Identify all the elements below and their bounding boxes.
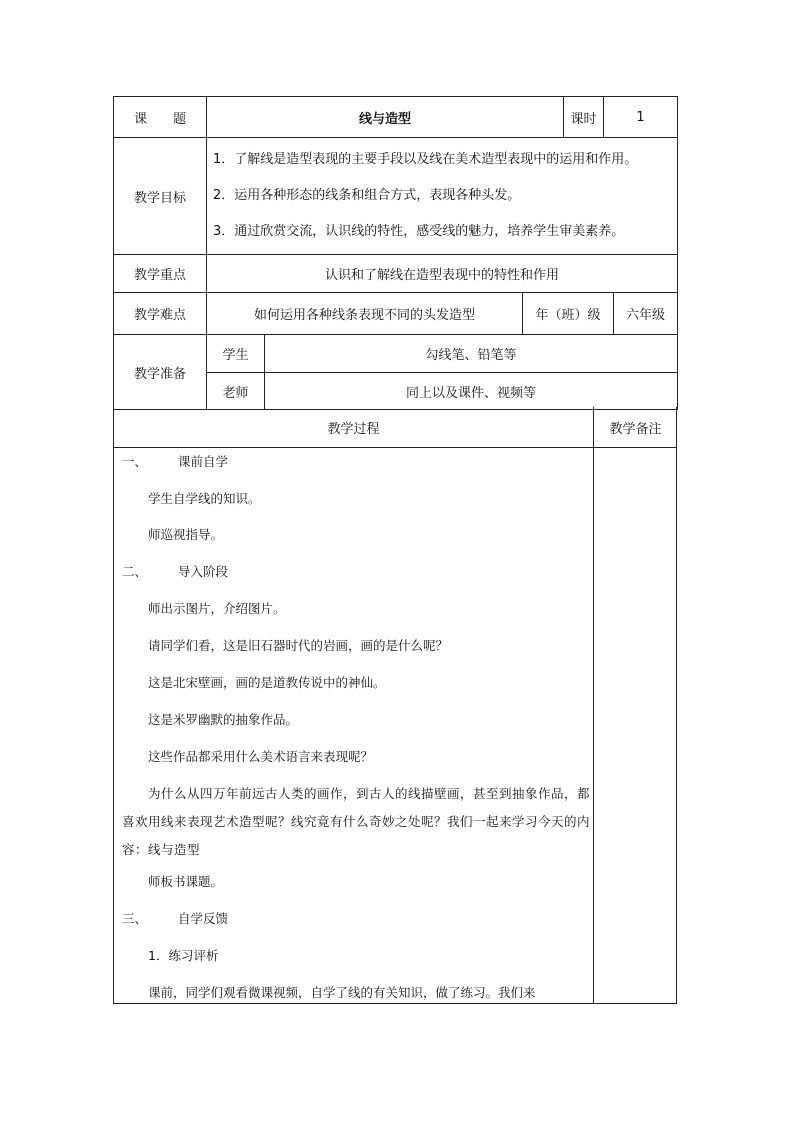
goals-list [207,138,678,255]
process-line: 这是米罗幽默的抽象作品。 [148,712,299,727]
process-line: 这是北宋壁画，画的是道教传说中的神仙。 [148,675,386,690]
process-line: 师出示图片，介绍图片。 [148,601,286,616]
notes-heading: 教学备注 [594,407,677,448]
student-label: 学生 [207,335,265,373]
period-value: 1 [604,97,678,138]
teacher-materials: 同上以及课件、视频等 [265,373,678,410]
process-section [113,407,677,1004]
process-line: 这些作品都采用什么美术语言来表现呢？ [148,749,374,764]
goal-item: 1．了解线是造型表现的主要手段以及线在美术造型表现中的运用和作用。 [213,152,638,167]
section-heading: 三、 自学反馈 [122,911,229,926]
process-paragraph: 为什么从四万年前远古人类的画作，到古人的线描壁画，甚至到抽象作品，都喜欢用线来表现艺术造型呢？线究竟有什么奇妙之处呢？我们一起来学习今天的内容：线与造型 [122,786,591,857]
grade-value: 六年级 [614,293,678,335]
process-line: 师巡视指导。 [148,527,224,542]
process-heading: 教学过程 [114,407,594,448]
goal-item: 3．通过欣赏交流，认识线的特性，感受线的魅力，培养学生审美素养。 [213,224,625,239]
key-point-label: 教学重点 [114,255,207,293]
process-content [114,448,594,1003]
topic-label: 课 题 [114,97,207,138]
key-point-value: 认识和了解线在造型表现中的特性和作用 [207,255,678,293]
section-heading: 二、 导入阶段 [122,564,229,579]
process-line: 师板书课题。 [148,874,224,889]
teacher-label: 老师 [207,373,265,410]
lesson-title: 线与造型 [207,97,564,138]
difficulty-value: 如何运用各种线条表现不同的头发造型 [207,293,523,335]
process-line: 学生自学线的知识。 [148,491,261,506]
grade-label: 年（班）级 [523,293,614,335]
period-label: 课时 [564,97,604,138]
goals-label: 教学目标 [114,138,207,255]
section-heading: 一、 课前自学 [122,454,229,469]
difficulty-label: 教学难点 [114,293,207,335]
prep-label: 教学准备 [114,335,207,410]
notes-column [594,448,677,1003]
process-line: 1．练习评析 [148,948,219,963]
lesson-header-table [113,96,678,410]
goal-item: 2．运用各种形态的线条和组合方式，表现各种头发。 [213,188,521,203]
process-line: 课前，同学们观看微课视频，自学了线的有关知识，做了练习。我们来 [148,985,536,1000]
process-line: 请同学们看，这是旧石器时代的岩画，画的是什么呢？ [148,638,449,653]
student-materials: 勾线笔、铅笔等 [265,335,678,373]
